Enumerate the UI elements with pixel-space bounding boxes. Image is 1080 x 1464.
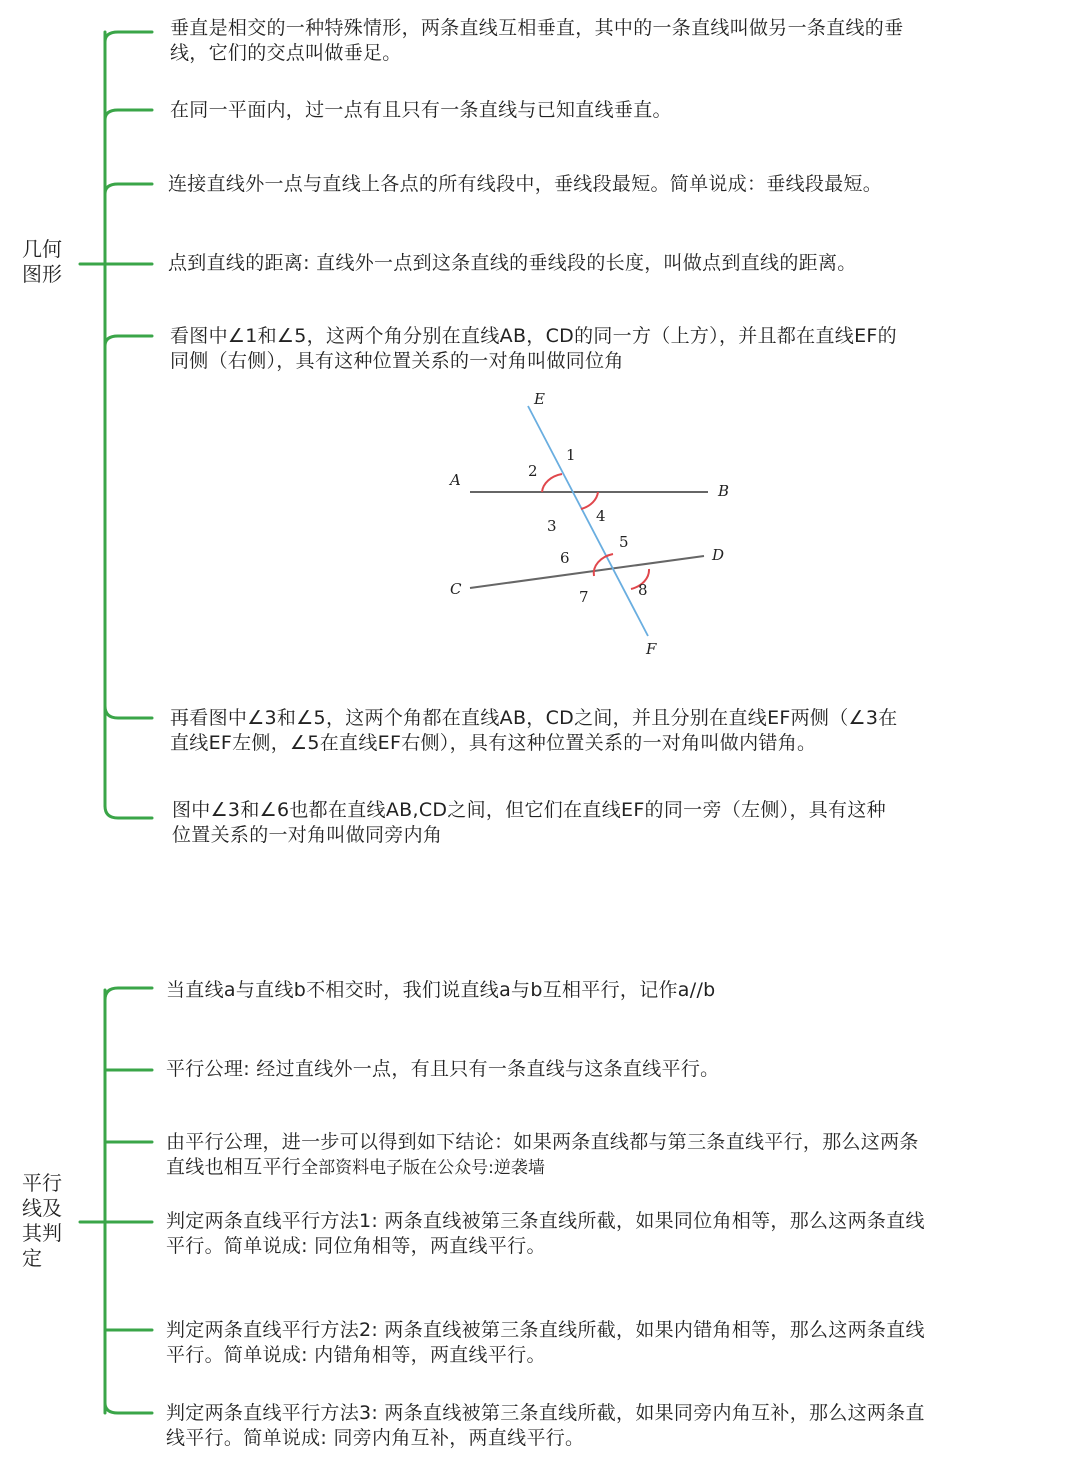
label-b: B	[718, 482, 730, 500]
leaf-node	[170, 98, 672, 123]
leaf-node	[166, 1318, 925, 1368]
leaf-line: 平行。简单说成: 同位角相等，两直线平行。	[166, 1235, 546, 1257]
leaf-line: 点到直线的距离: 直线外一点到这条直线的垂线段的长度，叫做点到直线的距离。	[168, 252, 857, 274]
label-c: C	[450, 580, 462, 598]
leaf-node	[166, 1057, 719, 1082]
root-node-geometry	[22, 237, 72, 287]
section1-branch-5	[105, 336, 152, 346]
root-title-line: 图形	[22, 262, 62, 286]
label-a: A	[450, 471, 461, 489]
angle-arc-upper-left	[542, 474, 562, 492]
leaf-node	[172, 798, 886, 848]
transversal-figure	[430, 386, 750, 656]
leaf-node	[166, 978, 716, 1003]
root-title-line: 线及	[22, 1196, 62, 1220]
leaf-node	[170, 706, 898, 756]
section2-branch-1	[105, 988, 152, 1000]
leaf-line: 在同一平面内，过一点有且只有一条直线与已知直线垂直。	[170, 99, 672, 121]
leaf-line-text: 直线也相互平行	[166, 1156, 302, 1178]
angle-label: 5	[619, 533, 629, 551]
label-f: F	[646, 640, 657, 656]
leaf-node	[170, 324, 897, 374]
leaf-node	[168, 251, 857, 276]
leaf-line: 判定两条直线平行方法3: 两条直线被第三条直线所截，如果同旁内角互补，那么这两条直	[166, 1402, 925, 1424]
root-title-line: 平行	[22, 1171, 62, 1195]
leaf-line: 位置关系的一对角叫做同旁内角	[172, 824, 443, 846]
section2-branch-6	[105, 1403, 152, 1413]
leaf-line: 当直线a与直线b不相交时，我们说直线a与b互相平行，记作a//b	[166, 979, 716, 1001]
leaf-line: 线，它们的交点叫做垂足。	[170, 42, 402, 64]
root-title-line: 其判	[22, 1221, 62, 1245]
watermark-text: 全部资料电子版在公众号:逆袭墙	[301, 1158, 545, 1178]
leaf-line: 平行公理: 经过直线外一点，有且只有一条直线与这条直线平行。	[166, 1058, 720, 1080]
leaf-node	[168, 172, 882, 197]
label-d: D	[712, 546, 725, 564]
leaf-line	[166, 1155, 919, 1181]
section1-branch-1	[105, 32, 152, 42]
angle-label: 6	[560, 549, 570, 567]
label-e: E	[534, 390, 545, 408]
angle-label: 8	[638, 581, 648, 599]
section1-branch-6	[105, 706, 152, 718]
leaf-line: 判定两条直线平行方法2: 两条直线被第三条直线所截，如果内错角相等，那么这两条直线	[166, 1319, 925, 1341]
leaf-line: 线平行。简单说成: 同旁内角互补，两直线平行。	[166, 1427, 585, 1449]
root-title-line: 定	[22, 1246, 42, 1270]
section1-branch-3	[105, 184, 152, 194]
leaf-line: 垂直是相交的一种特殊情形，两条直线互相垂直，其中的一条直线叫做另一条直线的垂	[170, 17, 904, 39]
leaf-line: 由平行公理，进一步可以得到如下结论：如果两条直线都与第三条直线平行，那么这两条	[166, 1131, 919, 1153]
root-node-parallel	[22, 1171, 72, 1271]
line-cd	[470, 556, 704, 588]
leaf-line: 判定两条直线平行方法1: 两条直线被第三条直线所截，如果同位角相等，那么这两条直线	[166, 1210, 925, 1232]
section1-branch-2	[105, 110, 152, 120]
leaf-node	[166, 1401, 925, 1451]
section1-branch-7	[105, 806, 152, 818]
leaf-line: 连接直线外一点与直线上各点的所有线段中，垂线段最短。简单说成：垂线段最短。	[168, 173, 883, 195]
leaf-node	[166, 1209, 925, 1259]
leaf-line: 直线EF左侧，∠5在直线EF右侧），具有这种位置关系的一对角叫做内错角。	[170, 732, 817, 754]
angle-label: 2	[528, 462, 538, 480]
leaf-node	[170, 16, 903, 66]
leaf-node	[166, 1130, 919, 1181]
angle-label: 7	[579, 588, 589, 606]
angle-label: 1	[566, 446, 576, 464]
leaf-line: 平行。简单说成: 内错角相等，两直线平行。	[166, 1344, 546, 1366]
leaf-line: 同侧（右侧），具有这种位置关系的一对角叫做同位角	[170, 350, 624, 372]
root-title-line: 几何	[22, 237, 62, 261]
leaf-line: 图中∠3和∠6也都在直线AB,CD之间，但它们在直线EF的同一旁（左侧），具有这种	[172, 799, 886, 821]
angle-label: 3	[547, 517, 557, 535]
leaf-line: 再看图中∠3和∠5，这两个角都在直线AB，CD之间，并且分别在直线EF两侧（∠3在	[170, 707, 898, 729]
angle-label: 4	[596, 507, 606, 525]
leaf-line: 看图中∠1和∠5，这两个角分别在直线AB，CD的同一方（上方），并且都在直线EF的	[170, 325, 897, 347]
